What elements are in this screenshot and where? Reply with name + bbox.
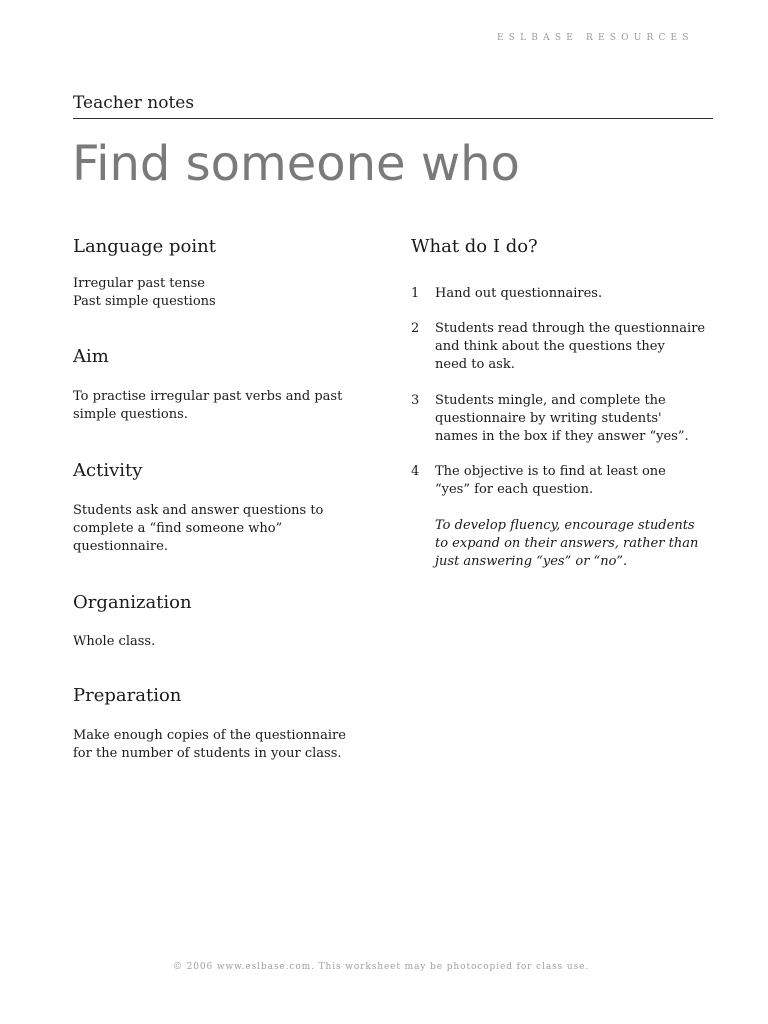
language-point-text (73, 275, 216, 311)
what-do-i-do-heading: What do I do? (411, 236, 538, 257)
text-line: Past simple questions (73, 294, 216, 309)
text-line: simple questions. (73, 407, 188, 422)
step-number: 2 (411, 321, 420, 336)
text-line: “yes” for each question. (435, 482, 594, 497)
preparation-text (73, 727, 346, 763)
activity-text (73, 502, 323, 556)
text-line: Students mingle, and complete the (435, 393, 666, 408)
step-text (435, 320, 705, 374)
text-line: Students ask and answer questions to (73, 503, 324, 518)
text-line: names in the box if they answer “yes”. (435, 429, 689, 444)
step-text (435, 392, 689, 446)
step-text (435, 285, 602, 303)
header-divider (73, 118, 713, 119)
step-text (435, 463, 666, 499)
text-line: Students read through the questionnaire (435, 321, 706, 336)
text-line: Make enough copies of the questionnaire (73, 728, 346, 743)
text-line: The objective is to find at least one (435, 464, 666, 479)
step-number: 4 (411, 464, 420, 479)
aim-text (73, 388, 342, 424)
text-line: To practise irregular past verbs and past (73, 389, 343, 404)
brand-label: ESLBASE RESOURCES (497, 33, 694, 43)
text-line: need to ask. (435, 357, 515, 372)
text-line: To develop fluency, encourage students (435, 518, 695, 533)
step-number: 3 (411, 393, 420, 408)
page-title: Find someone who (72, 136, 520, 192)
organization-text (73, 633, 155, 651)
document-type-label: Teacher notes (73, 93, 195, 113)
aim-heading: Aim (73, 346, 109, 367)
step-number: 1 (411, 286, 420, 301)
text-line: to expand on their answers, rather than (435, 536, 699, 551)
text-line: Hand out questionnaires. (435, 286, 603, 301)
organization-heading: Organization (73, 592, 192, 613)
text-line: complete a “find someone who” (73, 521, 283, 536)
text-line: and think about the questions they (435, 339, 665, 354)
preparation-heading: Preparation (73, 685, 182, 706)
activity-heading: Activity (73, 460, 143, 481)
text-line: Irregular past tense (73, 276, 205, 291)
text-line: Whole class. (73, 634, 156, 649)
text-line: just answering “yes” or “no”. (435, 554, 628, 569)
language-point-heading: Language point (73, 236, 216, 257)
text-line: for the number of students in your class. (73, 746, 342, 761)
text-line: questionnaire. (73, 539, 168, 554)
copyright-footer: © 2006 www.eslbase.com. This worksheet may be photocopied for class use. (173, 962, 590, 972)
text-line: questionnaire by writing students' (435, 411, 662, 426)
fluency-tip (435, 517, 698, 571)
